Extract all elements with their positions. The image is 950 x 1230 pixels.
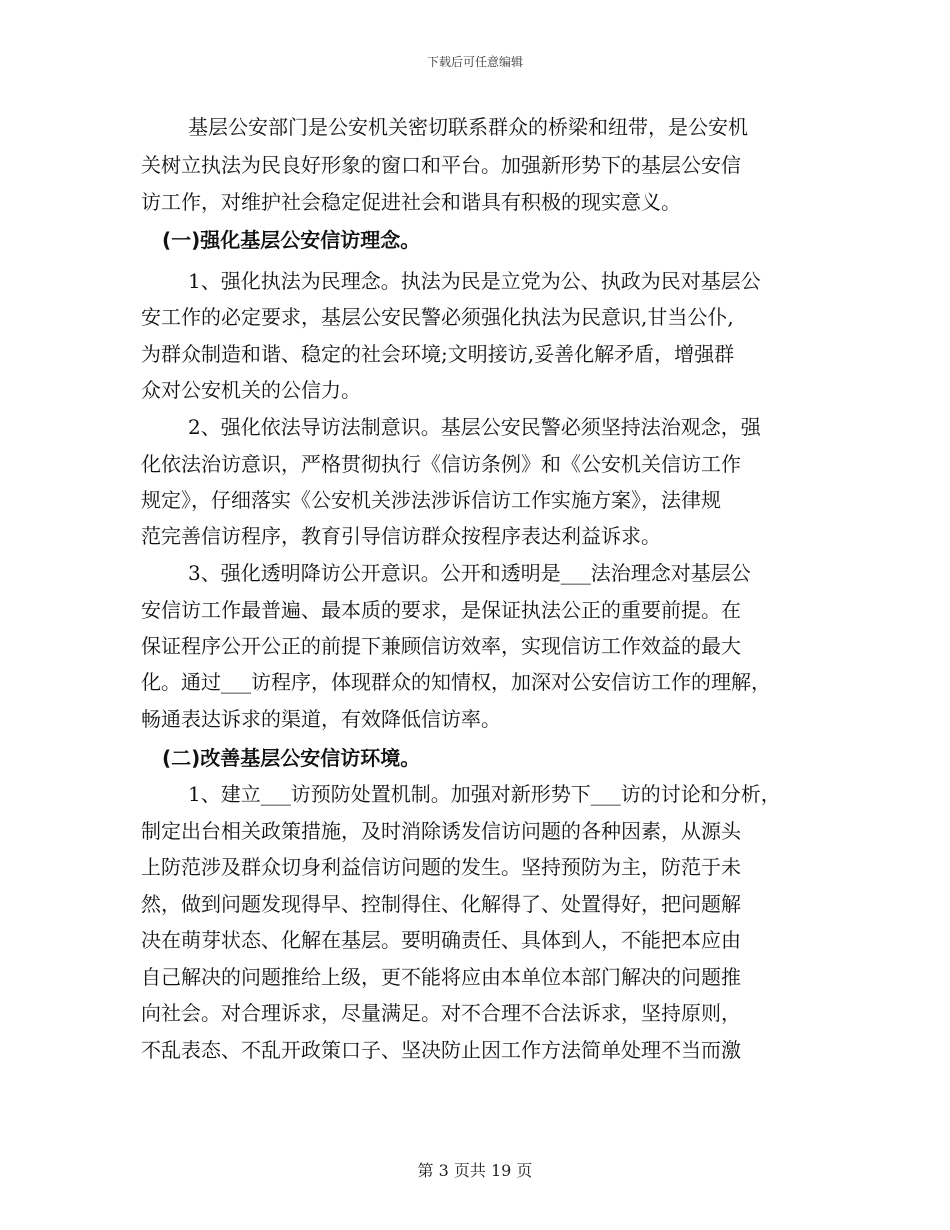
paragraph-line: 基层公安部门是公安机关密切联系群众的桥梁和纽带，是公安机 [188, 115, 748, 139]
paragraph-line: 向社会。对合理诉求，尽量满足。对不合理不合法诉求，坚持原则， [141, 1001, 741, 1025]
paragraph-line: 2、强化依法导访法制意识。基层公安民警必须坚持法治观念，强 [188, 415, 761, 439]
paragraph-line: 畅通表达诉求的渠道，有效降低信访率。 [141, 707, 501, 731]
paragraph-line: 保证程序公开公正的前提下兼顾信访效率，实现信访工作效益的最大 [141, 634, 741, 658]
section-heading: (一)强化基层公安信访理念。 [162, 228, 421, 252]
paragraph-line: 化。通过___访程序，体现群众的知情权，加深对公安信访工作的理解， [141, 670, 771, 694]
paragraph-line: 上防范涉及群众切身利益信访问题的发生。坚持预防为主，防范于未 [141, 855, 741, 879]
paragraph-line: 访工作，对维护社会稳定促进社会和谐具有积极的现实意义。 [141, 190, 681, 214]
paragraph-line: 3、强化透明降访公开意识。公开和透明是___法治理念对基层公 [188, 561, 751, 585]
paragraph-line: 范完善信访程序，教育引导信访群众按程序表达利益诉求。 [141, 524, 661, 548]
paragraph-line: 关树立执法为民良好形象的窗口和平台。加强新形势下的基层公安信 [141, 153, 741, 177]
paragraph-line: 1、强化执法为民理念。执法为民是立党为公、执政为民对基层公 [188, 269, 761, 293]
paragraph-line: 众对公安机关的公信力。 [141, 378, 361, 402]
paragraph-line: 然，做到问题发现得早、控制得住、化解得了、处置得好，把问题解 [141, 892, 741, 916]
header-note: 下载后可任意编辑 [426, 55, 523, 69]
paragraph-line: 安信访工作最普遍、最本质的要求，是保证执法公正的重要前提。在 [141, 598, 741, 622]
paragraph-line: 规定》，仔细落实《公安机关涉法涉诉信访工作实施方案》，法律规 [141, 488, 721, 512]
paragraph-line: 制定出台相关政策措施，及时消除诱发信访问题的各种因素，从源头 [141, 819, 741, 843]
paragraph-line: 决在萌芽状态、化解在基层。要明确责任、具体到人，不能把本应由 [141, 928, 741, 952]
paragraph-line: 不乱表态、不乱开政策口子、坚决防止因工作方法简单处理不当而激 [141, 1038, 741, 1062]
paragraph-line: 1、建立___访预防处置机制。加强对新形势下___访的讨论和分析， [188, 782, 781, 806]
paragraph-line: 化依法治访意识，严格贯彻执行《信访条例》和《公安机关信访工作 [141, 452, 741, 476]
paragraph-line: 安工作的必定要求，基层公安民警必须强化执法为民意识,甘当公仆, [141, 305, 734, 329]
paragraph-line: 自己解决的问题推给上级，更不能将应由本单位本部门解决的问题推 [141, 965, 741, 989]
section-heading: (二)改善基层公安信访环境。 [162, 746, 421, 770]
page-number-footer: 第 3 页共 19 页 [417, 1161, 533, 1180]
paragraph-line: 为群众制造和谐、稳定的社会环境;文明接访,妥善化解矛盾，增强群 [141, 342, 735, 366]
